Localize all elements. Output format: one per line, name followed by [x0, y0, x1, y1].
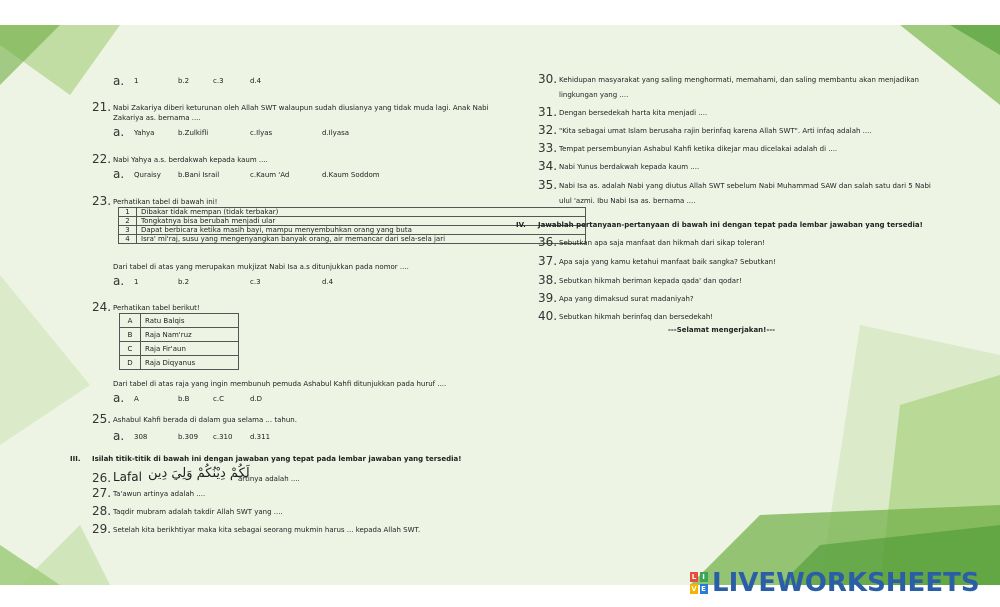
q25-opt-b: b.309 — [178, 433, 199, 441]
q22-opt-a-label: a. — [113, 167, 125, 181]
q26-text: artinya adalah .... — [238, 475, 300, 483]
q22-opt-b: b.Bani Israil — [178, 171, 220, 179]
q22-opt-c: c.Kaum 'Ad — [250, 171, 290, 179]
q21-opt-c: c.Ilyas — [250, 129, 273, 137]
q31-text: Dengan bersedekah harta kita menjadi .... — [559, 109, 708, 117]
table-row — [120, 328, 239, 342]
q31-number: 31. — [538, 105, 558, 119]
liveworksheets-icon — [690, 572, 708, 594]
q38-text: Sebutkan hikmah beriman kepada qada' dan qodar! — [559, 277, 742, 285]
q23-opt-c: c.3 — [250, 278, 261, 286]
closing-text: ---Selamat mengerjakan!--- — [668, 326, 776, 334]
q24-text: Perhatikan tabel berikut! — [113, 304, 200, 312]
logo-text: LIVEWORKSHEETS — [712, 568, 980, 598]
q25-opt-a: 308 — [134, 433, 148, 441]
q20-opt-a-label: a. — [113, 74, 125, 88]
q20-opt-a: 1 — [134, 77, 139, 85]
q27-text: Ta'awun artinya adalah .... — [113, 490, 206, 498]
q24-opt-b: b.B — [178, 395, 190, 403]
q30-text-line2: lingkungan yang .... — [559, 91, 629, 99]
q24-opt-a-label: a. — [113, 391, 125, 405]
q22-opt-d: d.Kaum Soddom — [322, 171, 380, 179]
q23-text: Perhatikan tabel di bawah ini! — [113, 198, 218, 206]
q35-text-line2: ulul 'azmi. Ibu Nabi Isa as. bernama .... — [559, 197, 696, 205]
q23-opt-b: b.2 — [178, 278, 190, 286]
q25-number: 25. — [92, 412, 112, 426]
q21-opt-d: d.Ilyasa — [322, 129, 350, 137]
q24-opt-c: c.C — [213, 395, 224, 403]
section-4-roman: IV. — [516, 221, 526, 229]
table-cell: Raja Diqyanus — [141, 356, 239, 370]
liveworksheets-logo[interactable] — [690, 568, 980, 598]
q36-text: Sebutkan apa saja manfaat dan hikmah dari sikap toleran! — [559, 239, 766, 247]
q24-opt-a: A — [134, 395, 139, 403]
q20-opt-c: c.3 — [213, 77, 224, 85]
table-cell: Ratu Balqis — [141, 314, 239, 328]
q29-number: 29. — [92, 522, 112, 536]
q37-text: Apa saja yang kamu ketahui manfaat baik sangka? Sebutkan! — [559, 258, 776, 266]
q21-text-line2: Zakariya as. bernama .... — [113, 114, 201, 122]
section-3-instruction: Isilah titik-titik di bawah ini dengan jawaban yang tepat pada lembar jawaban yang tersedia! — [92, 455, 462, 463]
q24-after-text: Dari tabel di atas raja yang ingin membunuh pemuda Ashabul Kahfi ditunjukkan pada huruf .... — [113, 380, 447, 388]
table-row — [119, 235, 586, 244]
q33-number: 33. — [538, 141, 558, 155]
q21-opt-a-label: a. — [113, 125, 125, 139]
q40-number: 40. — [538, 309, 558, 323]
q21-text-line1: Nabi Zakariya diberi keturunan oleh Allah SWT walaupun sudah diusianya yang tidak muda lagi. Anak Nabi — [113, 104, 489, 112]
q23-opt-a: 1 — [134, 278, 139, 286]
q22-text: Nabi Yahya a.s. berdakwah kepada kaum .... — [113, 156, 268, 164]
table-cell: 4 — [119, 235, 137, 244]
table-cell: Dapat berbicara ketika masih bayi, mampu menyembuhkan orang yang buta — [137, 226, 586, 235]
q26-number: 26. — [92, 471, 112, 485]
q39-text: Apa yang dimaksud surat madaniyah? — [559, 295, 694, 303]
q21-opt-a: Yahya — [134, 129, 155, 137]
q34-text: Nabi Yunus berdakwah kepada kaum .... — [559, 163, 700, 171]
table-cell: Raja Fir'aun — [141, 342, 239, 356]
q24-opt-d: d.D — [250, 395, 263, 403]
q25-text: Ashabul Kahfi berada di dalam gua selama ... tahun. — [113, 416, 297, 424]
q36-number: 36. — [538, 235, 558, 249]
q35-number: 35. — [538, 178, 558, 192]
q40-text: Sebutkan hikmah berinfaq dan bersedekah! — [559, 313, 714, 321]
logo-letter: V — [691, 584, 697, 593]
table-cell: 1 — [119, 208, 137, 217]
q26-lafal: Lafal — [113, 470, 142, 484]
logo-letter: E — [701, 584, 706, 593]
q21-opt-b: b.Zulkifli — [178, 129, 209, 137]
table-cell: 3 — [119, 226, 137, 235]
q33-text: Tempat persembunyian Ashabul Kahfi ketika dikejar mau dicelakai adalah di .... — [559, 145, 838, 153]
q28-text: Taqdir mubram adalah takdir Allah SWT yang .... — [113, 508, 283, 516]
table-cell: B — [120, 328, 141, 342]
q23-after-text: Dari tabel di atas yang merupakan mukjizat Nabi Isa a.s ditunjukkan pada nomor .... — [113, 263, 409, 271]
q23-opt-d: d.4 — [322, 278, 334, 286]
q26-arabic-text: لَكُمْ دِيْنُكُمْ وَلِيَ دِين — [148, 466, 250, 481]
table-cell: A — [120, 314, 141, 328]
q25-opt-a-label: a. — [113, 429, 125, 443]
q25-opt-d: d.311 — [250, 433, 271, 441]
q21-number: 21. — [92, 100, 112, 114]
q34-number: 34. — [538, 159, 558, 173]
table-cell: Isra' mi'raj, susu yang mengenyangkan banyak orang, air memancar dari sela-sela jari — [137, 235, 586, 244]
table-row — [119, 208, 586, 217]
table-row — [120, 356, 239, 370]
section-4-instruction: Jawablah pertanyaan-pertanyaan di bawah ini dengan tepat pada lembar jawaban yang tersedia! — [538, 221, 923, 229]
q27-number: 27. — [92, 486, 112, 500]
q30-text-line1: Kehidupan masyarakat yang saling menghormati, memahami, dan saling membantu akan menjadikan — [559, 76, 919, 84]
table-row — [120, 342, 239, 356]
logo-letter: I — [700, 572, 708, 582]
table-row — [120, 314, 239, 328]
q37-number: 37. — [538, 254, 558, 268]
q32-number: 32. — [538, 123, 558, 137]
q24-number: 24. — [92, 300, 112, 314]
q38-number: 38. — [538, 273, 558, 287]
table-cell: Dibakar tidak mempan (tidak terbakar) — [137, 208, 586, 217]
table-cell: D — [120, 356, 141, 370]
q32-text: "Kita sebagai umat Islam berusaha rajin berinfaq karena Allah SWT". Arti infaq adalah .... — [559, 127, 872, 135]
q30-number: 30. — [538, 72, 558, 86]
q22-number: 22. — [92, 152, 112, 166]
q22-opt-a: Quraisy — [134, 171, 161, 179]
q28-number: 28. — [92, 504, 112, 518]
q25-opt-c: c.310 — [213, 433, 233, 441]
section-3-roman: III. — [70, 455, 81, 463]
q24-table — [119, 313, 239, 370]
table-cell: Tongkatnya bisa berubah menjadi ular — [137, 217, 586, 226]
q20-opt-b: b.2 — [178, 77, 190, 85]
table-cell: Raja Nam'ruz — [141, 328, 239, 342]
q29-text: Setelah kita berikhtiyar maka kita sebagai seorang mukmin harus ... kepada Allah SWT. — [113, 526, 421, 534]
q23-number: 23. — [92, 194, 112, 208]
logo-letter: L — [691, 573, 697, 581]
q35-text-line1: Nabi Isa as. adalah Nabi yang diutus Allah SWT sebelum Nabi Muhammad SAW dan salah satu dari 5 Nabi — [559, 182, 931, 190]
q20-opt-d: d.4 — [250, 77, 262, 85]
table-cell: C — [120, 342, 141, 356]
table-cell: 2 — [119, 217, 137, 226]
q23-opt-a-label: a. — [113, 274, 125, 288]
q39-number: 39. — [538, 291, 558, 305]
